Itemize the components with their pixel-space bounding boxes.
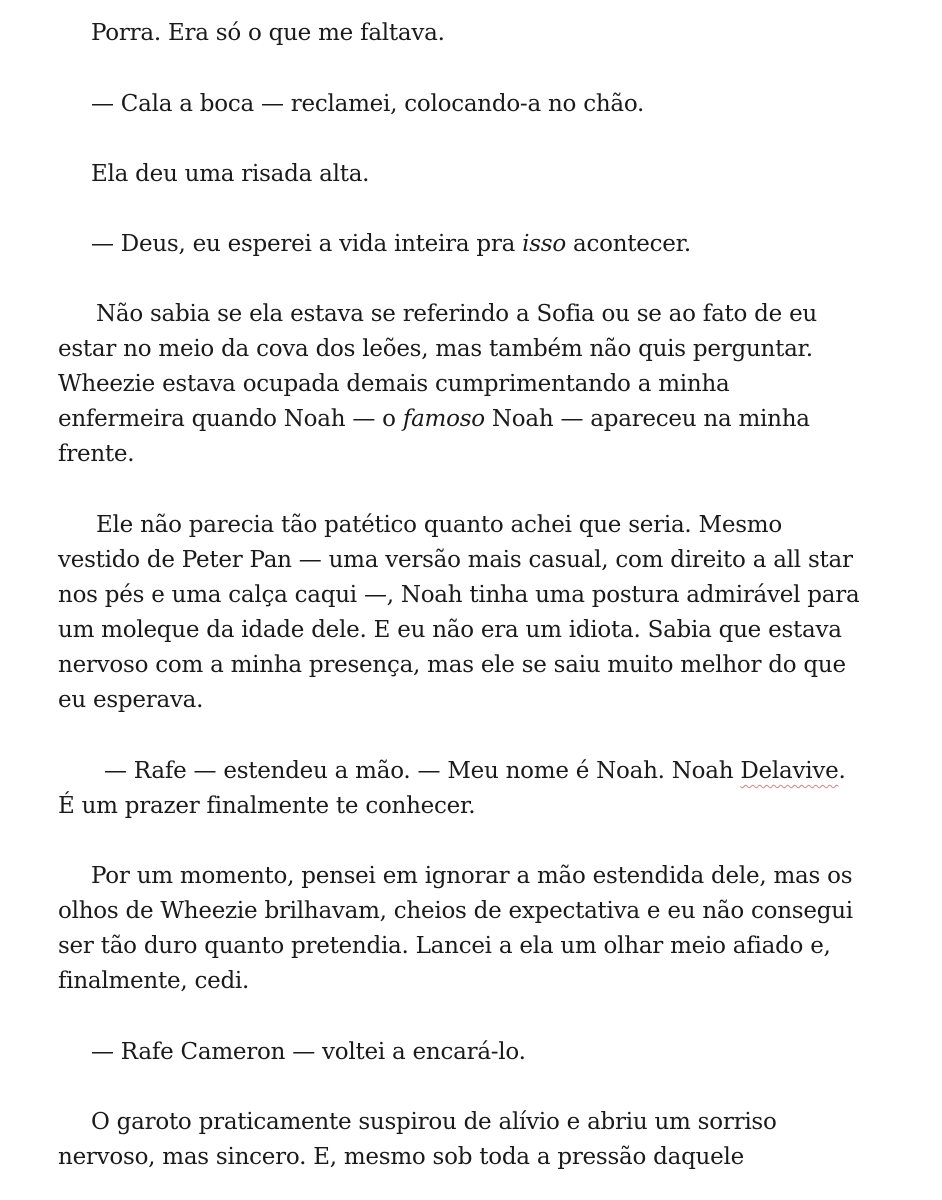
text-segment: Ela deu uma risada alta. [91, 161, 370, 187]
text-segment: ser tão duro quanto pretendia. Lancei a ela um olhar meio afiado e, [58, 933, 831, 959]
text-line [58, 439, 134, 469]
text-line [58, 1142, 744, 1172]
text-segment: . [838, 758, 846, 784]
text-line [91, 1107, 777, 1137]
text-segment: Noah — apareceu na minha [484, 406, 810, 432]
text-segment: um moleque da idade dele. E eu não era um idiota. Sabia que estava [58, 617, 842, 643]
text-segment: — Rafe Cameron — voltei a encará-lo. [91, 1039, 526, 1065]
text-segment: enfermeira quando Noah — o [58, 406, 403, 432]
text-segment: olhos de Wheezie brilhavam, cheios de expectativa e eu não consegui [58, 898, 853, 924]
text-line [91, 18, 445, 48]
text-line [91, 229, 691, 259]
text-line [91, 89, 644, 119]
text-segment: — Deus, eu esperei a vida inteira pra [91, 231, 523, 257]
text-line [58, 545, 853, 575]
text-line [58, 404, 810, 434]
text-line [91, 861, 852, 891]
text-segment: vestido de Peter Pan — uma versão mais casual, com direito a all star [58, 547, 853, 573]
text-segment: eu esperava. [58, 687, 204, 713]
text-line [58, 931, 831, 961]
spellcheck-flagged-word: Delavive [740, 758, 839, 784]
text-segment: finalmente, cedi. [58, 968, 250, 994]
text-line [58, 615, 842, 645]
text-line [91, 159, 369, 189]
text-line [58, 896, 853, 926]
text-segment: Ele não parecia tão patético quanto achei que seria. Mesmo [96, 512, 782, 538]
text-line [58, 791, 475, 821]
text-segment: nervoso, mas sincero. E, mesmo sob toda a pressão daquele [58, 1144, 744, 1170]
text-segment: Por um momento, pensei em ignorar a mão estendida dele, mas os [91, 863, 853, 889]
text-segment: nos pés e uma calça caqui —, Noah tinha uma postura admirável para [58, 582, 860, 608]
text-segment: estar no meio da cova dos leões, mas também não quis perguntar. [58, 336, 813, 362]
text-segment: É um prazer finalmente te conhecer. [58, 793, 476, 819]
text-segment: frente. [58, 441, 135, 467]
text-segment: Porra. Era só o que me faltava. [91, 20, 445, 46]
text-line [58, 966, 249, 996]
italic-text: isso [522, 231, 566, 257]
text-line [58, 334, 813, 364]
text-line [96, 299, 817, 329]
text-segment: nervoso com a minha presença, mas ele se saiu muito melhor do que [58, 652, 846, 678]
text-segment: acontecer. [565, 231, 691, 257]
text-line [58, 580, 859, 610]
text-line [91, 1037, 526, 1067]
text-segment: — Cala a boca — reclamei, colocando-a no chão. [91, 91, 645, 117]
text-segment: Não sabia se ela estava se referindo a Sofia ou se ao fato de eu [96, 301, 817, 327]
text-line [104, 756, 846, 786]
italic-text: famoso [402, 406, 485, 432]
text-segment: — Rafe — estendeu a mão. — Meu nome é Noah. Noah [104, 758, 741, 784]
text-line [58, 685, 203, 715]
text-line [58, 369, 730, 399]
text-segment: O garoto praticamente suspirou de alívio e abriu um sorriso [91, 1109, 777, 1135]
text-segment: Wheezie estava ocupada demais cumprimentando a minha [58, 371, 730, 397]
text-line [58, 650, 846, 680]
text-line [96, 510, 782, 540]
